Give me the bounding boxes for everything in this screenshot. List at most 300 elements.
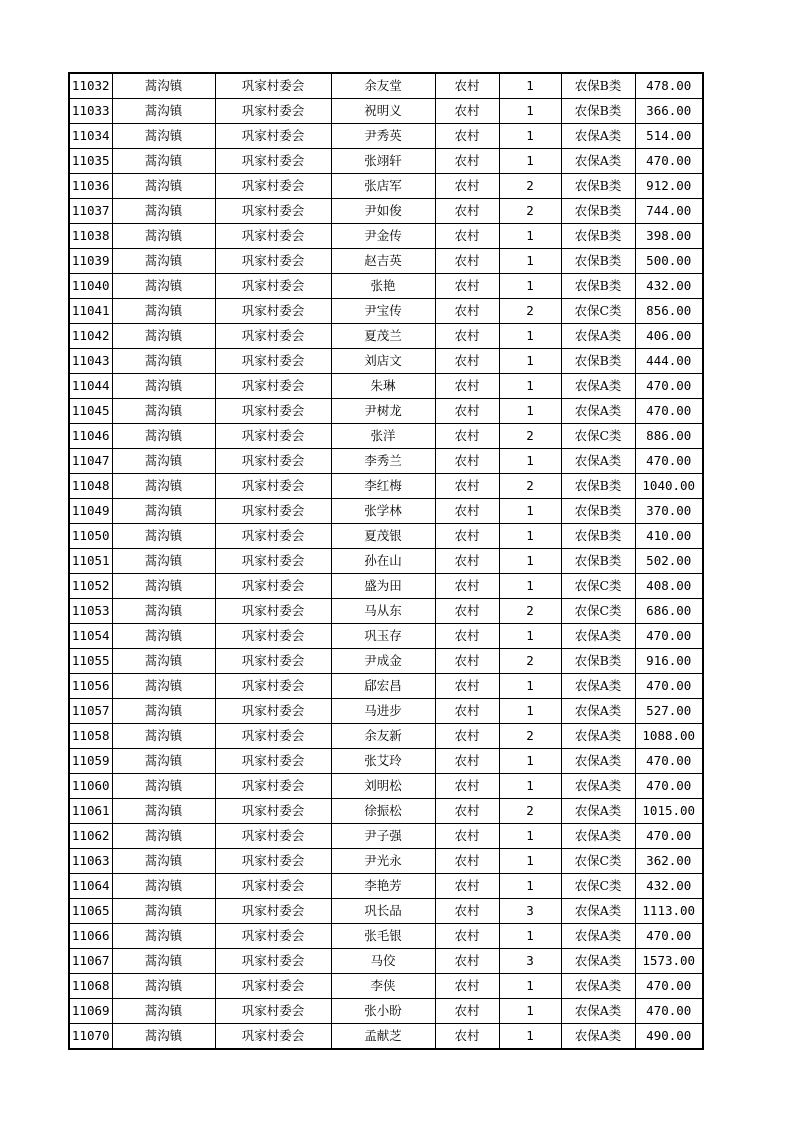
insurance-category-cell: 农保A类: [561, 799, 635, 824]
area-type-cell: 农村: [435, 449, 499, 474]
record-id-cell: 11032: [69, 73, 112, 99]
insurance-category-cell: 农保B类: [561, 649, 635, 674]
area-type-cell: 农村: [435, 174, 499, 199]
town-cell: 蒿沟镇: [112, 349, 215, 374]
name-cell: 朱琳: [331, 374, 435, 399]
name-cell: 尹子强: [331, 824, 435, 849]
table-row: [69, 274, 703, 299]
name-cell: 张毛银: [331, 924, 435, 949]
town-cell: 蒿沟镇: [112, 174, 215, 199]
town-cell: 蒿沟镇: [112, 699, 215, 724]
name-cell: 余友新: [331, 724, 435, 749]
insurance-category-cell: 农保B类: [561, 549, 635, 574]
area-type-cell: 农村: [435, 574, 499, 599]
amount-cell: 470.00: [635, 399, 703, 424]
record-id-cell: 11040: [69, 274, 112, 299]
town-cell: 蒿沟镇: [112, 849, 215, 874]
amount-cell: 444.00: [635, 349, 703, 374]
insurance-category-cell: 农保A类: [561, 999, 635, 1024]
village-committee-cell: 巩家村委会: [215, 224, 331, 249]
household-size-cell: 1: [499, 399, 561, 424]
record-id-cell: 11070: [69, 1024, 112, 1050]
insurance-category-cell: 农保B类: [561, 499, 635, 524]
record-id-cell: 11066: [69, 924, 112, 949]
table-row: [69, 724, 703, 749]
name-cell: 尹树龙: [331, 399, 435, 424]
area-type-cell: 农村: [435, 749, 499, 774]
village-committee-cell: 巩家村委会: [215, 1024, 331, 1050]
town-cell: 蒿沟镇: [112, 149, 215, 174]
amount-cell: 362.00: [635, 849, 703, 874]
village-committee-cell: 巩家村委会: [215, 474, 331, 499]
table-row: [69, 549, 703, 574]
village-committee-cell: 巩家村委会: [215, 324, 331, 349]
insurance-category-cell: 农保A类: [561, 374, 635, 399]
insurance-category-cell: 农保B类: [561, 474, 635, 499]
area-type-cell: 农村: [435, 924, 499, 949]
insurance-category-cell: 农保A类: [561, 824, 635, 849]
record-id-cell: 11035: [69, 149, 112, 174]
area-type-cell: 农村: [435, 499, 499, 524]
area-type-cell: 农村: [435, 249, 499, 274]
household-size-cell: 3: [499, 949, 561, 974]
village-committee-cell: 巩家村委会: [215, 399, 331, 424]
household-size-cell: 2: [499, 474, 561, 499]
village-committee-cell: 巩家村委会: [215, 299, 331, 324]
town-cell: 蒿沟镇: [112, 474, 215, 499]
record-id-cell: 11058: [69, 724, 112, 749]
record-id-cell: 11051: [69, 549, 112, 574]
table-row: [69, 899, 703, 924]
town-cell: 蒿沟镇: [112, 124, 215, 149]
record-id-cell: 11050: [69, 524, 112, 549]
village-committee-cell: 巩家村委会: [215, 174, 331, 199]
name-cell: 张小盼: [331, 999, 435, 1024]
area-type-cell: 农村: [435, 73, 499, 99]
insurance-category-cell: 农保B类: [561, 174, 635, 199]
name-cell: 孙在山: [331, 549, 435, 574]
record-id-cell: 11041: [69, 299, 112, 324]
amount-cell: 686.00: [635, 599, 703, 624]
table-row: [69, 224, 703, 249]
name-cell: 张洋: [331, 424, 435, 449]
household-size-cell: 2: [499, 424, 561, 449]
record-id-cell: 11046: [69, 424, 112, 449]
village-committee-cell: 巩家村委会: [215, 499, 331, 524]
record-id-cell: 11065: [69, 899, 112, 924]
amount-cell: 410.00: [635, 524, 703, 549]
insurance-category-cell: 农保A类: [561, 1024, 635, 1050]
record-id-cell: 11037: [69, 199, 112, 224]
table-row: [69, 99, 703, 124]
amount-cell: 1573.00: [635, 949, 703, 974]
household-size-cell: 2: [499, 799, 561, 824]
insurance-category-cell: 农保C类: [561, 424, 635, 449]
village-committee-cell: 巩家村委会: [215, 849, 331, 874]
household-size-cell: 1: [499, 1024, 561, 1050]
town-cell: 蒿沟镇: [112, 674, 215, 699]
name-cell: 马进步: [331, 699, 435, 724]
town-cell: 蒿沟镇: [112, 724, 215, 749]
village-committee-cell: 巩家村委会: [215, 73, 331, 99]
area-type-cell: 农村: [435, 724, 499, 749]
household-size-cell: 1: [499, 99, 561, 124]
table-row: [69, 174, 703, 199]
town-cell: 蒿沟镇: [112, 799, 215, 824]
household-size-cell: 2: [499, 649, 561, 674]
area-type-cell: 农村: [435, 849, 499, 874]
name-cell: 尹光永: [331, 849, 435, 874]
town-cell: 蒿沟镇: [112, 749, 215, 774]
area-type-cell: 农村: [435, 424, 499, 449]
area-type-cell: 农村: [435, 224, 499, 249]
record-id-cell: 11048: [69, 474, 112, 499]
village-committee-cell: 巩家村委会: [215, 749, 331, 774]
amount-cell: 408.00: [635, 574, 703, 599]
table-row: [69, 874, 703, 899]
village-committee-cell: 巩家村委会: [215, 974, 331, 999]
record-id-cell: 11042: [69, 324, 112, 349]
town-cell: 蒿沟镇: [112, 324, 215, 349]
household-size-cell: 1: [499, 224, 561, 249]
record-id-cell: 11043: [69, 349, 112, 374]
insurance-category-cell: 农保A类: [561, 624, 635, 649]
amount-cell: 1088.00: [635, 724, 703, 749]
amount-cell: 916.00: [635, 649, 703, 674]
area-type-cell: 农村: [435, 949, 499, 974]
insurance-category-cell: 农保A类: [561, 974, 635, 999]
record-id-cell: 11053: [69, 599, 112, 624]
name-cell: 李红梅: [331, 474, 435, 499]
insurance-category-cell: 农保C类: [561, 849, 635, 874]
table-row: [69, 374, 703, 399]
town-cell: 蒿沟镇: [112, 549, 215, 574]
town-cell: 蒿沟镇: [112, 1024, 215, 1050]
household-size-cell: 1: [499, 999, 561, 1024]
town-cell: 蒿沟镇: [112, 399, 215, 424]
table-row: [69, 674, 703, 699]
name-cell: 尹秀英: [331, 124, 435, 149]
town-cell: 蒿沟镇: [112, 949, 215, 974]
table-row: [69, 349, 703, 374]
name-cell: 余友堂: [331, 73, 435, 99]
name-cell: 马从东: [331, 599, 435, 624]
village-committee-cell: 巩家村委会: [215, 274, 331, 299]
village-committee-cell: 巩家村委会: [215, 824, 331, 849]
village-committee-cell: 巩家村委会: [215, 249, 331, 274]
town-cell: 蒿沟镇: [112, 299, 215, 324]
record-id-cell: 11061: [69, 799, 112, 824]
area-type-cell: 农村: [435, 549, 499, 574]
insurance-category-cell: 农保C类: [561, 874, 635, 899]
table-row: [69, 424, 703, 449]
amount-cell: 1040.00: [635, 474, 703, 499]
area-type-cell: 农村: [435, 474, 499, 499]
amount-cell: 470.00: [635, 449, 703, 474]
area-type-cell: 农村: [435, 799, 499, 824]
area-type-cell: 农村: [435, 874, 499, 899]
table-row: [69, 299, 703, 324]
amount-cell: 1015.00: [635, 799, 703, 824]
village-committee-cell: 巩家村委会: [215, 774, 331, 799]
amount-cell: 370.00: [635, 499, 703, 524]
amount-cell: 406.00: [635, 324, 703, 349]
record-id-cell: 11036: [69, 174, 112, 199]
amount-cell: 470.00: [635, 974, 703, 999]
amount-cell: 490.00: [635, 1024, 703, 1050]
amount-cell: 912.00: [635, 174, 703, 199]
village-committee-cell: 巩家村委会: [215, 549, 331, 574]
household-size-cell: 1: [499, 624, 561, 649]
table-row: [69, 624, 703, 649]
area-type-cell: 农村: [435, 349, 499, 374]
insurance-category-cell: 农保A类: [561, 949, 635, 974]
table-row: [69, 649, 703, 674]
area-type-cell: 农村: [435, 399, 499, 424]
household-size-cell: 1: [499, 974, 561, 999]
amount-cell: 470.00: [635, 149, 703, 174]
household-size-cell: 2: [499, 174, 561, 199]
household-size-cell: 1: [499, 574, 561, 599]
area-type-cell: 农村: [435, 999, 499, 1024]
table-row: [69, 124, 703, 149]
insurance-category-cell: 农保A类: [561, 124, 635, 149]
household-size-cell: 1: [499, 549, 561, 574]
name-cell: 张翊轩: [331, 149, 435, 174]
area-type-cell: 农村: [435, 124, 499, 149]
village-committee-cell: 巩家村委会: [215, 99, 331, 124]
name-cell: 夏茂银: [331, 524, 435, 549]
record-id-cell: 11047: [69, 449, 112, 474]
town-cell: 蒿沟镇: [112, 249, 215, 274]
household-size-cell: 1: [499, 73, 561, 99]
name-cell: 张学林: [331, 499, 435, 524]
name-cell: 祝明义: [331, 99, 435, 124]
town-cell: 蒿沟镇: [112, 774, 215, 799]
amount-cell: 366.00: [635, 99, 703, 124]
village-committee-cell: 巩家村委会: [215, 124, 331, 149]
name-cell: 尹成金: [331, 649, 435, 674]
name-cell: 夏茂兰: [331, 324, 435, 349]
household-size-cell: 1: [499, 774, 561, 799]
table-row: [69, 324, 703, 349]
household-size-cell: 2: [499, 299, 561, 324]
table-row: [69, 824, 703, 849]
name-cell: 张店军: [331, 174, 435, 199]
table-row: [69, 199, 703, 224]
table-row: [69, 749, 703, 774]
household-size-cell: 1: [499, 499, 561, 524]
village-committee-cell: 巩家村委会: [215, 674, 331, 699]
name-cell: 巩长品: [331, 899, 435, 924]
record-id-cell: 11064: [69, 874, 112, 899]
amount-cell: 432.00: [635, 874, 703, 899]
record-id-cell: 11068: [69, 974, 112, 999]
insurance-category-cell: 农保A类: [561, 399, 635, 424]
town-cell: 蒿沟镇: [112, 499, 215, 524]
amount-cell: 1113.00: [635, 899, 703, 924]
name-cell: 尹如俊: [331, 199, 435, 224]
table-row: [69, 1024, 703, 1050]
record-id-cell: 11039: [69, 249, 112, 274]
household-size-cell: 1: [499, 749, 561, 774]
town-cell: 蒿沟镇: [112, 599, 215, 624]
insurance-category-cell: 农保A类: [561, 674, 635, 699]
town-cell: 蒿沟镇: [112, 424, 215, 449]
village-committee-cell: 巩家村委会: [215, 374, 331, 399]
insurance-category-cell: 农保A类: [561, 774, 635, 799]
town-cell: 蒿沟镇: [112, 224, 215, 249]
name-cell: 刘明松: [331, 774, 435, 799]
record-id-cell: 11055: [69, 649, 112, 674]
record-id-cell: 11059: [69, 749, 112, 774]
household-size-cell: 1: [499, 149, 561, 174]
record-id-cell: 11034: [69, 124, 112, 149]
record-id-cell: 11044: [69, 374, 112, 399]
insurance-category-cell: 农保C类: [561, 574, 635, 599]
area-type-cell: 农村: [435, 199, 499, 224]
insurance-category-cell: 农保A类: [561, 924, 635, 949]
table-row: [69, 949, 703, 974]
amount-cell: 886.00: [635, 424, 703, 449]
household-size-cell: 1: [499, 374, 561, 399]
town-cell: 蒿沟镇: [112, 99, 215, 124]
village-committee-cell: 巩家村委会: [215, 724, 331, 749]
name-cell: 李秀兰: [331, 449, 435, 474]
town-cell: 蒿沟镇: [112, 574, 215, 599]
town-cell: 蒿沟镇: [112, 624, 215, 649]
amount-cell: 514.00: [635, 124, 703, 149]
insurance-category-cell: 农保B类: [561, 224, 635, 249]
area-type-cell: 农村: [435, 1024, 499, 1050]
area-type-cell: 农村: [435, 624, 499, 649]
village-committee-cell: 巩家村委会: [215, 424, 331, 449]
village-committee-cell: 巩家村委会: [215, 349, 331, 374]
village-committee-cell: 巩家村委会: [215, 949, 331, 974]
town-cell: 蒿沟镇: [112, 999, 215, 1024]
household-size-cell: 1: [499, 924, 561, 949]
insurance-category-cell: 农保A类: [561, 449, 635, 474]
village-committee-cell: 巩家村委会: [215, 149, 331, 174]
town-cell: 蒿沟镇: [112, 824, 215, 849]
name-cell: 尹金传: [331, 224, 435, 249]
area-type-cell: 农村: [435, 774, 499, 799]
amount-cell: 432.00: [635, 274, 703, 299]
amount-cell: 502.00: [635, 549, 703, 574]
village-committee-cell: 巩家村委会: [215, 924, 331, 949]
area-type-cell: 农村: [435, 674, 499, 699]
insurance-category-cell: 农保B类: [561, 199, 635, 224]
insurance-category-cell: 农保A类: [561, 899, 635, 924]
amount-cell: 470.00: [635, 999, 703, 1024]
insurance-category-cell: 农保A类: [561, 749, 635, 774]
village-committee-cell: 巩家村委会: [215, 899, 331, 924]
household-size-cell: 1: [499, 699, 561, 724]
table-row: [69, 599, 703, 624]
name-cell: 马佼: [331, 949, 435, 974]
household-size-cell: 1: [499, 324, 561, 349]
table-row: [69, 849, 703, 874]
insurance-category-cell: 农保B类: [561, 249, 635, 274]
household-size-cell: 1: [499, 124, 561, 149]
table-row: [69, 499, 703, 524]
record-id-cell: 11062: [69, 824, 112, 849]
name-cell: 郈宏昌: [331, 674, 435, 699]
area-type-cell: 农村: [435, 374, 499, 399]
area-type-cell: 农村: [435, 274, 499, 299]
table-row: [69, 999, 703, 1024]
table-row: [69, 699, 703, 724]
household-size-cell: 2: [499, 199, 561, 224]
town-cell: 蒿沟镇: [112, 73, 215, 99]
amount-cell: 478.00: [635, 73, 703, 99]
name-cell: 巩玉存: [331, 624, 435, 649]
area-type-cell: 农村: [435, 649, 499, 674]
record-id-cell: 11049: [69, 499, 112, 524]
village-committee-cell: 巩家村委会: [215, 624, 331, 649]
record-id-cell: 11038: [69, 224, 112, 249]
amount-cell: 470.00: [635, 749, 703, 774]
table-row: [69, 149, 703, 174]
table-row: [69, 474, 703, 499]
table-row: [69, 249, 703, 274]
area-type-cell: 农村: [435, 699, 499, 724]
amount-cell: 500.00: [635, 249, 703, 274]
area-type-cell: 农村: [435, 899, 499, 924]
amount-cell: 527.00: [635, 699, 703, 724]
table-row: [69, 399, 703, 424]
insurance-category-cell: 农保B类: [561, 524, 635, 549]
insurance-category-cell: 农保B类: [561, 349, 635, 374]
area-type-cell: 农村: [435, 524, 499, 549]
household-size-cell: 1: [499, 524, 561, 549]
insurance-category-cell: 农保B类: [561, 99, 635, 124]
name-cell: 孟献芝: [331, 1024, 435, 1050]
village-committee-cell: 巩家村委会: [215, 199, 331, 224]
village-committee-cell: 巩家村委会: [215, 999, 331, 1024]
village-committee-cell: 巩家村委会: [215, 574, 331, 599]
household-size-cell: 2: [499, 724, 561, 749]
village-committee-cell: 巩家村委会: [215, 649, 331, 674]
household-size-cell: 2: [499, 599, 561, 624]
village-committee-cell: 巩家村委会: [215, 449, 331, 474]
household-size-cell: 1: [499, 824, 561, 849]
table-row: [69, 799, 703, 824]
area-type-cell: 农村: [435, 299, 499, 324]
insurance-category-cell: 农保A类: [561, 699, 635, 724]
insurance-category-cell: 农保A类: [561, 724, 635, 749]
name-cell: 赵吉英: [331, 249, 435, 274]
name-cell: 刘店文: [331, 349, 435, 374]
table-row: [69, 449, 703, 474]
record-id-cell: 11054: [69, 624, 112, 649]
insurance-category-cell: 农保B类: [561, 274, 635, 299]
town-cell: 蒿沟镇: [112, 274, 215, 299]
town-cell: 蒿沟镇: [112, 899, 215, 924]
area-type-cell: 农村: [435, 824, 499, 849]
town-cell: 蒿沟镇: [112, 649, 215, 674]
amount-cell: 470.00: [635, 624, 703, 649]
area-type-cell: 农村: [435, 599, 499, 624]
amount-cell: 470.00: [635, 824, 703, 849]
town-cell: 蒿沟镇: [112, 374, 215, 399]
household-size-cell: 1: [499, 449, 561, 474]
household-size-cell: 1: [499, 849, 561, 874]
name-cell: 张艾玲: [331, 749, 435, 774]
area-type-cell: 农村: [435, 324, 499, 349]
table-row: [69, 574, 703, 599]
name-cell: 尹宝传: [331, 299, 435, 324]
